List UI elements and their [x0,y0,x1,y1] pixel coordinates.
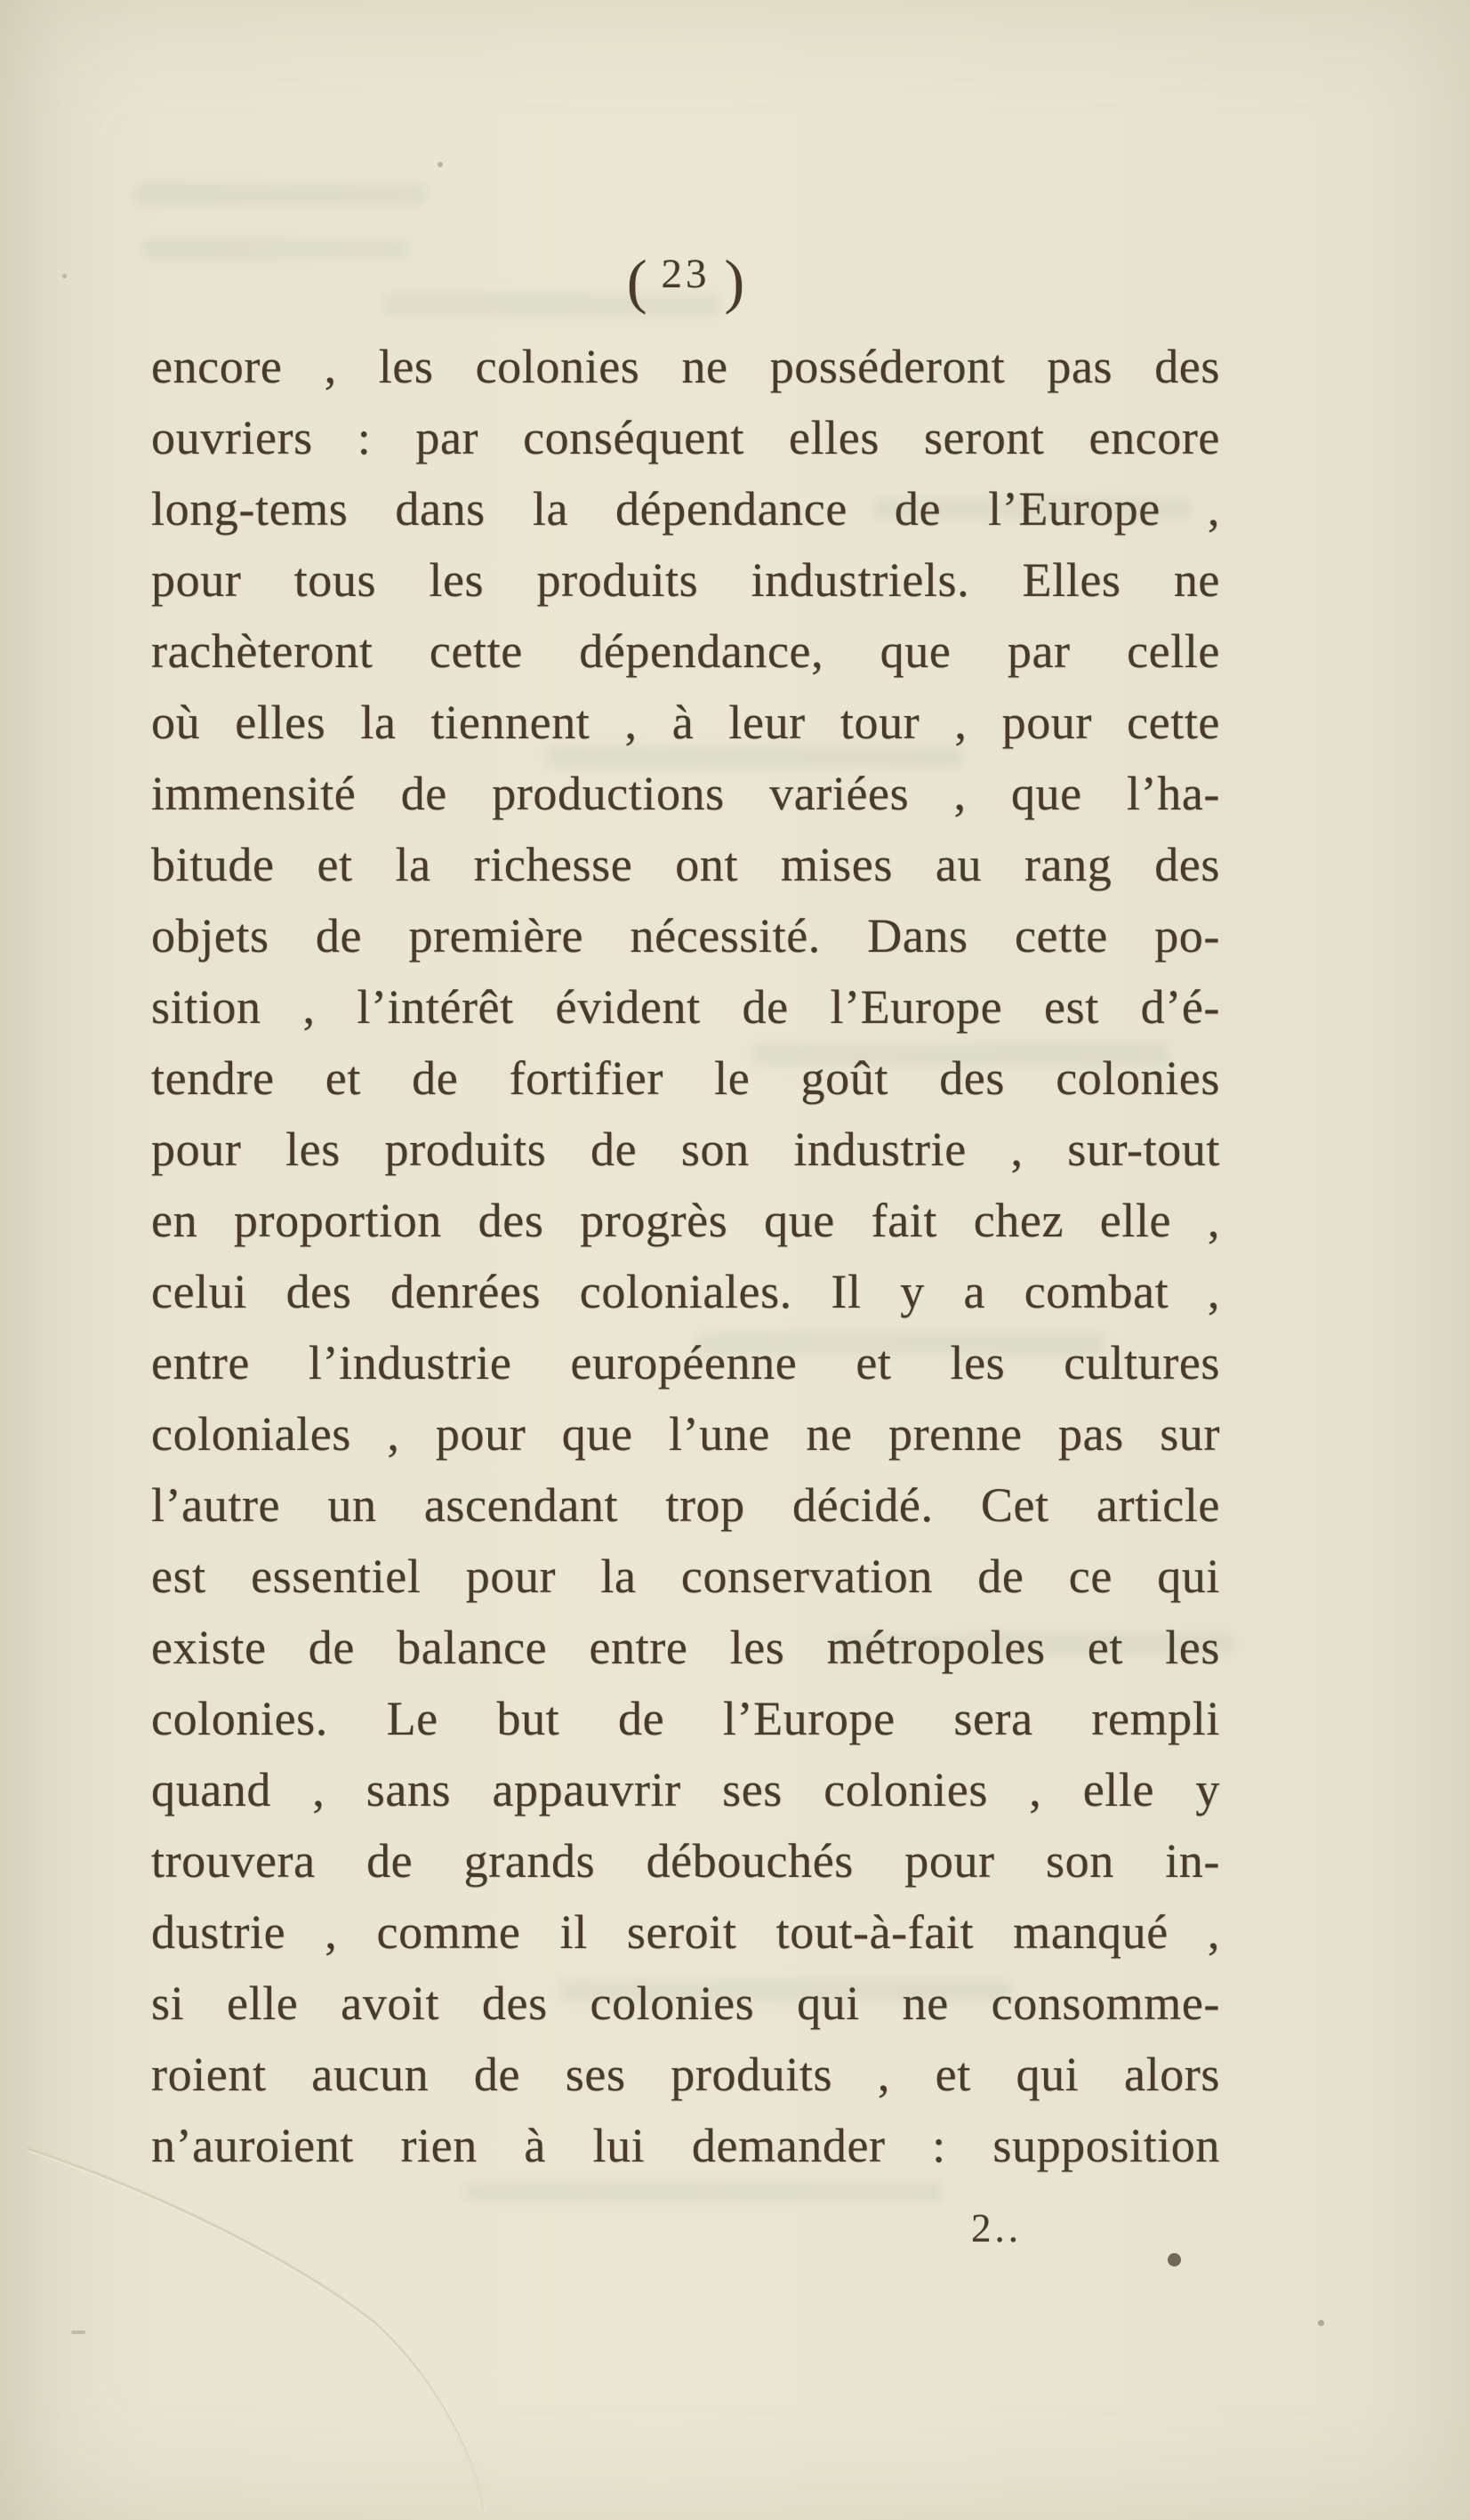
text-line: sition , l’intérêt évident de l’Europe est d’é- [151,980,1220,1034]
ink-speck [1168,2253,1181,2266]
text-line: en proportion des progrès que fait chez elle , [151,1194,1220,1247]
text-line: entre l’industrie européenne et les cultures [151,1336,1220,1389]
text-line: ouvriers : par conséquent elles seront encore [151,411,1220,464]
ink-speck [71,2331,85,2334]
text-line: pour tous les produits industriels. Elles ne [151,553,1220,607]
text-line: dustrie , comme il seroit tout-à-fait manqué , [151,1905,1220,1959]
catchword-signature-mark: 2.. [971,2206,1022,2250]
showthrough-smudge [462,2181,943,2202]
text-line: l’autre un ascendant trop décidé. Cet article [151,1478,1220,1532]
text-line: objets de première nécessité. Dans cette po- [151,909,1220,962]
text-line: quand , sans appauvrir ses colonies , elle y [151,1763,1220,1816]
page-number [151,247,1220,315]
ink-speck [62,274,67,278]
text-line: existe de balance entre les métropoles et les [151,1621,1220,1674]
text-line: colonies. Le but de l’Europe sera rempli [151,1692,1220,1745]
text-line: roient aucun de ses produits , et qui alors [151,2048,1220,2101]
text-line: celui des denrées coloniales. Il y a combat , [151,1265,1220,1318]
text-line: pour les produits de son industrie , sur-tout [151,1123,1220,1176]
text-line: immensité de productions variées , que l’ha- [151,767,1220,820]
ink-speck [1318,2320,1324,2326]
text-line: n’auroient rien à lui demander : supposition [151,2119,1220,2172]
text-line: encore , les colonies ne posséderont pas des [151,340,1220,393]
ink-speck [438,162,443,167]
text-line: rachèteront cette dépendance, que par celle [151,624,1220,678]
text-line: si elle avoit des colonies qui ne consomme- [151,1977,1220,2030]
text-line: coloniales , pour que l’une ne prenne pas sur [151,1407,1220,1461]
text-line: trouvera de grands débouchés pour son in- [151,1834,1220,1888]
page-number-close-paren: ) [724,247,745,315]
text-line: tendre et de fortifier le goût des colonies [151,1051,1220,1105]
text-line: bitude et la richesse ont mises au rang des [151,838,1220,891]
text-line: est essentiel pour la conservation de ce qui [151,1550,1220,1603]
text-line: où elles la tiennent , à leur tour , pour cette [151,696,1220,749]
text-line: long-tems dans la dépendance de l’Europe , [151,482,1220,535]
showthrough-smudge [133,182,427,205]
page-number-open-paren: ( [626,247,647,315]
body-text [151,331,1220,2181]
page-number-value: 23 [661,251,711,297]
